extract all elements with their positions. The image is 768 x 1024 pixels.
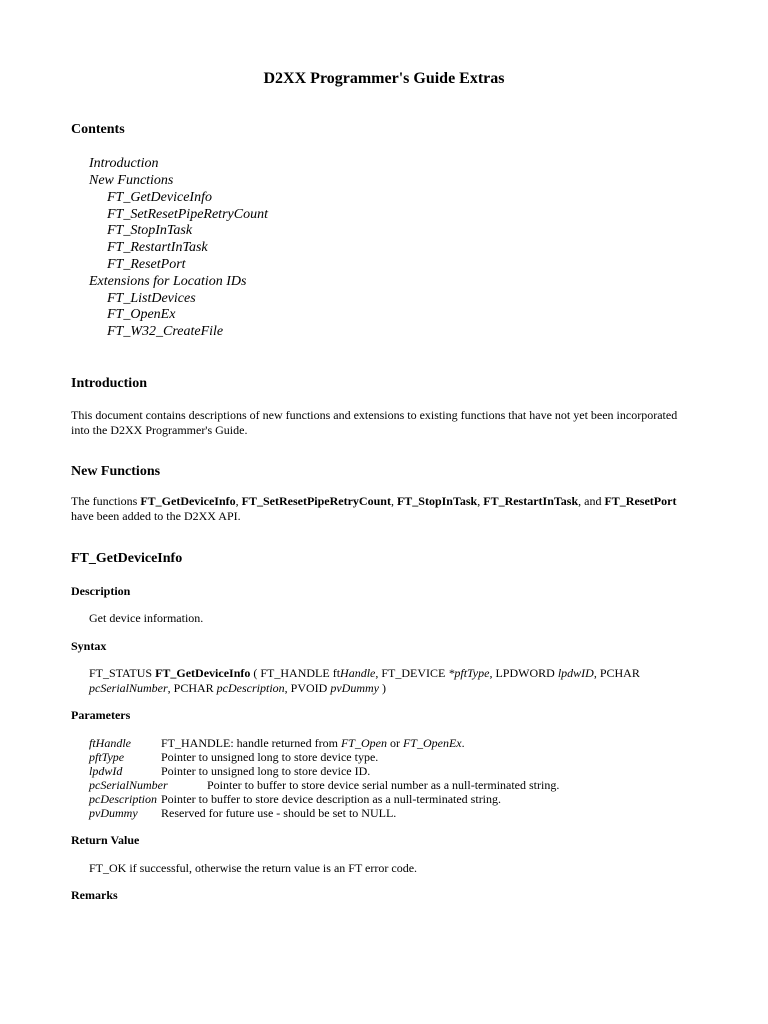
parameters-heading: Parameters xyxy=(71,708,131,722)
toc-link-ft-getdeviceinfo[interactable]: FT_GetDeviceInfo xyxy=(107,190,212,205)
introduction-heading: Introduction xyxy=(71,376,147,391)
toc-link-introduction[interactable]: Introduction xyxy=(89,156,159,171)
description-text: Get device information. xyxy=(89,611,204,625)
new-functions-text: The functions FT_GetDeviceInfo, FT_SetResetPipeRetryCount, FT_StopInTask, FT_RestartInTask, and FT_ResetPort have been added to the D2XX API. xyxy=(71,494,677,523)
param-name: pvDummy xyxy=(89,806,138,820)
param-name: lpdwId xyxy=(89,764,123,778)
param-desc: FT_HANDLE: handle returned from FT_Open or FT_OpenEx. xyxy=(161,736,465,750)
introduction-text: This document contains descriptions of new functions and extensions to existing functions that have not yet been incorporated into the D2XX Programmer's Guide. xyxy=(71,408,678,437)
toc-link-new-functions[interactable]: New Functions xyxy=(89,173,174,188)
new-functions-heading: New Functions xyxy=(71,464,161,479)
param-desc: Pointer to unsigned long to store device type. xyxy=(161,750,379,764)
toc-link-ft-setresetpiperetrycount[interactable]: FT_SetResetPipeRetryCount xyxy=(107,207,268,222)
toc-link-ft-openex[interactable]: FT_OpenEx xyxy=(107,307,176,322)
syntax-heading: Syntax xyxy=(71,639,107,653)
return-value-heading: Return Value xyxy=(71,833,140,847)
document-title: D2XX Programmer's Guide Extras xyxy=(263,70,505,87)
return-value-text: FT_OK if successful, otherwise the return value is an FT error code. xyxy=(89,861,418,875)
param-name: pftType xyxy=(89,750,125,764)
toc-link-ft-w32-createfile[interactable]: FT_W32_CreateFile xyxy=(107,324,224,339)
param-name: pcDescription xyxy=(89,792,157,806)
contents-heading: Contents xyxy=(71,122,125,137)
remarks-heading: Remarks xyxy=(71,888,118,902)
param-desc: Pointer to unsigned long to store device ID. xyxy=(161,764,371,778)
toc-link-ft-listdevices[interactable]: FT_ListDevices xyxy=(107,291,196,306)
ft-getdeviceinfo-heading: FT_GetDeviceInfo xyxy=(71,551,183,566)
syntax-text: FT_STATUS FT_GetDeviceInfo ( FT_HANDLE ftHandle, FT_DEVICE *pftType, LPDWORD lpdwID, PCHAR pcSerialNumber, PCHAR pcDescription, PVOID pvDummy ) xyxy=(89,666,640,695)
toc-link-ft-restartintask[interactable]: FT_RestartInTask xyxy=(107,240,208,255)
param-name: pcSerialNumber xyxy=(89,778,168,792)
description-heading: Description xyxy=(71,584,131,598)
toc-link-extensions-location-ids[interactable]: Extensions for Location IDs xyxy=(89,274,247,289)
param-desc: Pointer to buffer to store device description as a null-terminated string. xyxy=(161,792,502,806)
param-desc: Pointer to buffer to store device serial number as a null-terminated string. xyxy=(207,778,560,792)
param-name: ftHandle xyxy=(89,736,131,750)
param-desc: Reserved for future use - should be set to NULL. xyxy=(161,806,397,820)
toc-link-ft-resetport[interactable]: FT_ResetPort xyxy=(107,257,186,272)
toc-link-ft-stopintask[interactable]: FT_StopInTask xyxy=(107,223,193,238)
